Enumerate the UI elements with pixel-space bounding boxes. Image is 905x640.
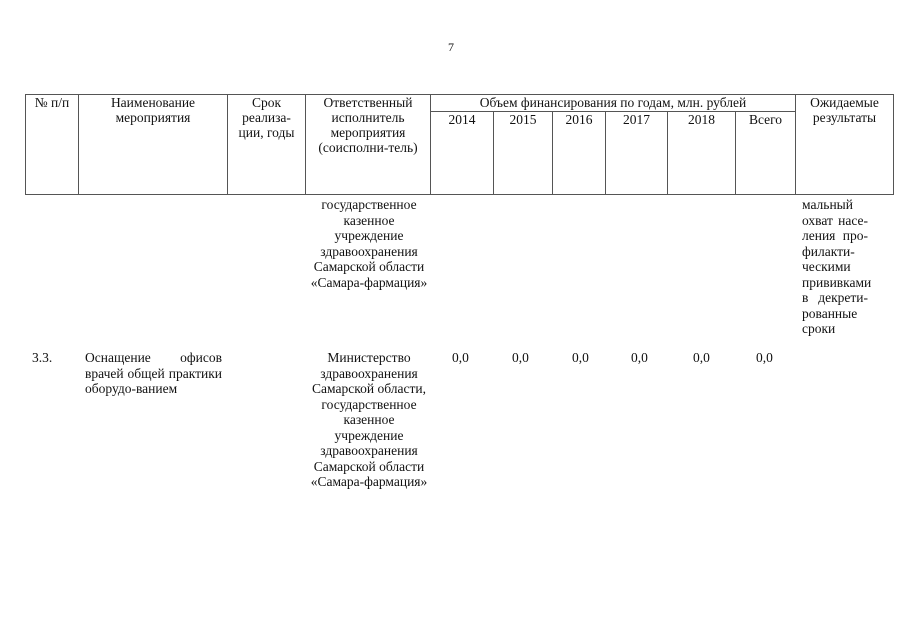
- header-results: Ожидаемые результаты: [796, 95, 894, 195]
- header-num: № п/п: [26, 95, 79, 195]
- row-value-2016: 0,0: [572, 350, 589, 365]
- header-table: [25, 94, 894, 195]
- row-executor: Министерство здравоохранения Самарской области, государственное казенное учреждение здравоохранения Самарской области «Самара-фармация»: [310, 350, 428, 489]
- header-year: 2016: [553, 112, 606, 195]
- continuation-executor: государственное казенное учреждение здравоохранения Самарской области «Самара-фармация»: [310, 197, 428, 290]
- row-value-2018: 0,0: [693, 350, 710, 365]
- header-year: 2015: [494, 112, 553, 195]
- header-total: Всего: [736, 112, 796, 195]
- header-funding: Объем финансирования по годам, млн. рублей: [431, 95, 796, 112]
- header-year: 2014: [431, 112, 494, 195]
- header-term: Срок реализа-ции, годы: [228, 95, 306, 195]
- continuation-results: мальный охват насе-ления про-филакти-ческими прививками в декрети-рованные сроки: [802, 197, 872, 336]
- row-value-2014: 0,0: [452, 350, 469, 365]
- header-year: 2017: [606, 112, 668, 195]
- row-num: 3.3.: [32, 350, 53, 365]
- header-executor: Ответственный исполнитель мероприятия (соисполни-тель): [306, 95, 431, 195]
- page-number: 7: [448, 40, 454, 54]
- header-year: 2018: [668, 112, 736, 195]
- row-value-total: 0,0: [756, 350, 773, 365]
- row-value-2017: 0,0: [631, 350, 648, 365]
- row-name: Оснащение офисов врачей общей практики оборудо-ванием: [85, 350, 222, 396]
- row-value-2015: 0,0: [512, 350, 529, 365]
- header-name: Наименование мероприятия: [79, 95, 228, 195]
